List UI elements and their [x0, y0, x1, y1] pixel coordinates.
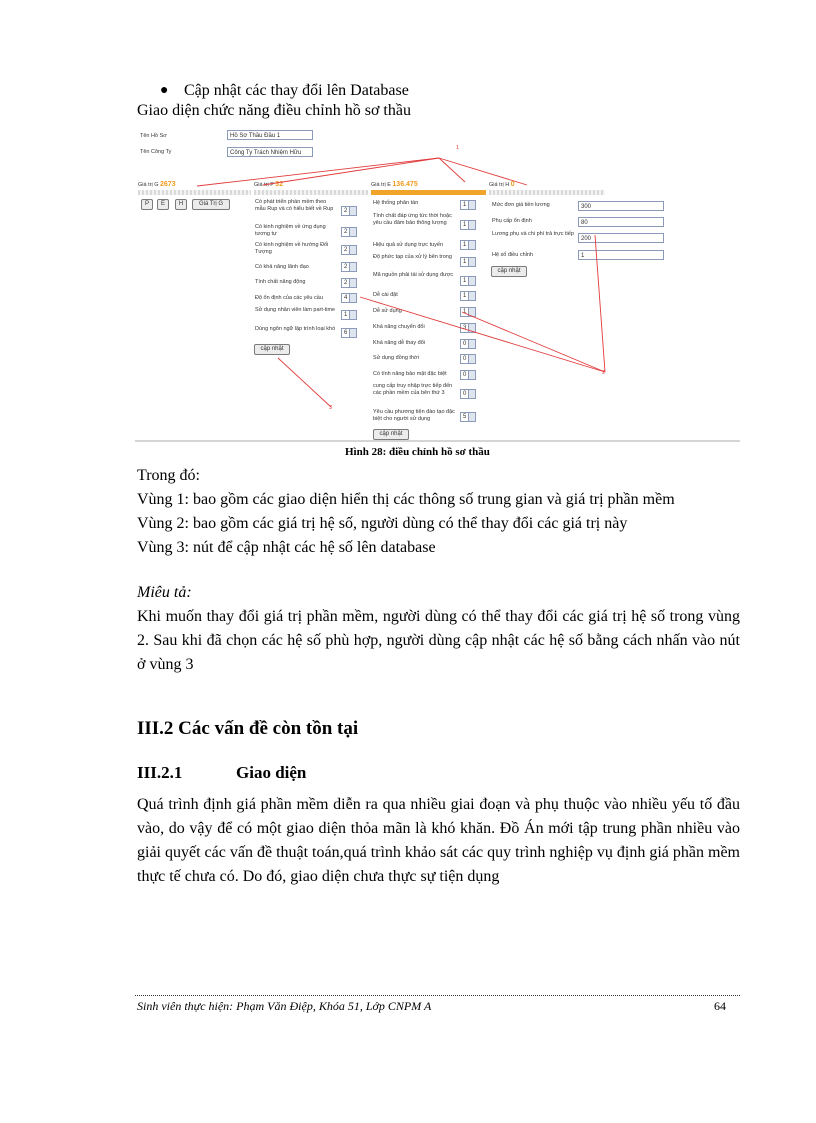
- zone3-line: [278, 358, 331, 407]
- zone2-line-c: [360, 297, 605, 372]
- e-factor-label: cung cấp truy nhập trực tiếp đến các phần mềm của bên thứ 3: [373, 383, 453, 396]
- p-factor-label: Độ ổn định của các yêu cầu: [255, 295, 323, 301]
- vung-1: Vùng 1: bao gồm các giao diện hiển thị các thông số trung gian và giá trị phần mềm: [137, 491, 675, 508]
- h-factor-label: Phụ cấp ổn định: [492, 218, 532, 224]
- subsection-body: Quá trình định giá phần mềm diễn ra qua nhiều giai đoạn và phụ thuộc vào nhiều yếu tố đầu vào, do vậy để có một giao diện thỏa mãn là khó khăn. Đồ Án mới tập trung phần nhiều vào giải quyết các vấn đề thuật toán,quá trình khảo sát các quy trình nghiệp vụ định giá phần mềm thực tế chưa có. Do đó, giao diện chưa thực sự tiện dụng: [137, 796, 740, 885]
- h-factor-input[interactable]: 1: [578, 250, 664, 260]
- e-factor-label: Khả năng dễ thay đổi: [373, 340, 425, 346]
- p-update-button[interactable]: cập nhật: [254, 344, 290, 355]
- h-factor-label: Hệ số điều chỉnh: [492, 252, 533, 258]
- p-factor-select[interactable]: 2: [341, 245, 357, 255]
- mieu-ta-heading: Miêu tả:: [137, 584, 192, 601]
- p-button[interactable]: P: [141, 199, 153, 210]
- gia-tri-e-label: Giá trị E: [371, 182, 391, 188]
- bullet-text: Cập nhật các thay đổi lên Database: [184, 82, 409, 99]
- footer-rule: [135, 995, 740, 996]
- p-factor-select[interactable]: 2: [341, 227, 357, 237]
- h-update-button[interactable]: cập nhật: [491, 266, 527, 277]
- h-factor-label: Lương phụ và chi phí trả trực tiếp: [492, 231, 574, 237]
- e-factor-label: Dễ cài đặt: [373, 292, 398, 298]
- p-factor-select[interactable]: 1: [341, 310, 357, 320]
- zone3-marker: 3: [329, 405, 333, 411]
- subsection-title: Giao diện: [236, 763, 307, 782]
- p-factor-select[interactable]: 2: [341, 278, 357, 288]
- footer-text: Sinh viên thực hiện: Phạm Văn Điệp, Khóa 51, Lớp CNPM A: [137, 999, 432, 1013]
- e-factor-select[interactable]: 0: [460, 389, 476, 399]
- p-factor-label: Có phát triển phần mềm theo mẫu Rup và có hiểu biết về Rup: [255, 199, 334, 212]
- e-factor-label: Sử dụng đồng thời: [373, 355, 419, 361]
- e-factor-select[interactable]: 1: [460, 307, 476, 317]
- e-factor-label: Hệ thống phân tán: [373, 200, 419, 206]
- e-factor-select[interactable]: 5: [460, 412, 476, 422]
- e-factor-label: Mã nguồn phải tái sử dụng được: [373, 272, 454, 278]
- e-update-button[interactable]: cập nhật: [373, 429, 409, 440]
- ho-so-label: Tên Hồ Sơ: [140, 133, 167, 139]
- page-number: 64: [714, 999, 726, 1013]
- zone1-line-g: [197, 158, 439, 186]
- zone1-line-h: [439, 158, 527, 185]
- figure-screenshot: [135, 125, 740, 445]
- e-factor-label: Hiệu quả sử dụng trực tuyến: [373, 242, 444, 248]
- gia-tri-h-value: 0: [510, 181, 515, 188]
- zone2-line-a: [595, 235, 605, 372]
- p-factor-label: Có kinh nghiệm về ứng dụng tương tự: [255, 224, 326, 237]
- vung-3: Vùng 3: nút để cập nhật các hệ số lên database: [137, 539, 436, 556]
- e-factor-select[interactable]: 1: [460, 220, 476, 230]
- p-factor-label: Có khả năng lãnh đạo: [255, 264, 309, 270]
- cong-ty-label: Tên Công Ty: [140, 149, 172, 155]
- ho-so-input[interactable]: Hồ Sơ Thầu Đầu 1: [227, 130, 313, 140]
- p-factor-select[interactable]: 6: [341, 328, 357, 338]
- p-factor-label: Có kinh nghiệm về hướng Đối Tượng: [255, 242, 329, 255]
- e-factor-select[interactable]: 0: [460, 370, 476, 380]
- e-factor-label: Dễ sử dụng: [373, 308, 402, 314]
- e-factor-label: Yêu cầu phương tiện đào tạo đặc biệt cho người sử dụng: [373, 409, 455, 422]
- intro-line: Giao diện chức năng điều chỉnh hồ sơ thầu: [137, 102, 411, 119]
- gia-tri-g-value: 2673: [160, 181, 176, 188]
- zone1-line-p: [263, 158, 439, 185]
- e-factor-select[interactable]: 0: [460, 354, 476, 364]
- p-factor-select[interactable]: 2: [341, 206, 357, 216]
- subsection-number: III.2.1: [137, 763, 183, 782]
- e-factor-label: Tính chất đáp ứng tức thời hoặc yêu cầu đảm bảo thông lượng: [373, 213, 452, 226]
- e-button[interactable]: E: [157, 199, 169, 210]
- cong-ty-input[interactable]: Công Ty Trách Nhiệm Hữu: [227, 147, 313, 157]
- e-factor-label: Có tính năng bảo mật đặc biệt: [373, 371, 447, 377]
- gia-tri-g-label: Giá trị G: [138, 182, 159, 188]
- section-title: III.2 Các vấn đề còn tồn tại: [137, 718, 359, 739]
- p-factor-select[interactable]: 2: [341, 262, 357, 272]
- p-factor-label: Dùng ngôn ngữ lập trình loại khó: [255, 326, 336, 332]
- annotation-arrows: [135, 125, 740, 445]
- e-factor-select[interactable]: 1: [460, 257, 476, 267]
- gia-tri-h-label: Giá trị H: [489, 182, 510, 188]
- zone1-marker: 1: [456, 145, 460, 151]
- figure-caption: Hình 28: điều chỉnh hồ sơ thầu: [345, 446, 490, 458]
- e-factor-label: Khả năng chuyển đổi: [373, 324, 425, 330]
- e-factor-select[interactable]: 1: [460, 200, 476, 210]
- h-button[interactable]: H: [175, 199, 187, 210]
- gia-tri-g-button[interactable]: Giá Trị G: [192, 199, 230, 210]
- h-factor-input[interactable]: 80: [578, 217, 664, 227]
- zone2-line-b: [462, 312, 605, 372]
- e-factor-select[interactable]: 3: [460, 323, 476, 333]
- e-factor-label: Độ phức tạp của xử lý bên trong: [373, 254, 452, 260]
- gia-tri-p-label: Giá trị P: [254, 182, 274, 188]
- bullet-icon: ●: [160, 83, 169, 98]
- trong-do: Trong đó:: [137, 467, 200, 484]
- e-factor-select[interactable]: 1: [460, 240, 476, 250]
- p-factor-label: Sử dụng nhân viên làm part-time: [255, 307, 336, 313]
- e-factor-select[interactable]: 1: [460, 276, 476, 286]
- vung-2: Vùng 2: bao gồm các giá trị hệ số, người dùng có thể thay đổi các giá trị này: [137, 515, 628, 532]
- h-factor-label: Mức đơn giá tiền lương: [492, 202, 550, 208]
- e-factor-select[interactable]: 0: [460, 339, 476, 349]
- mieu-ta-body: Khi muốn thay đổi giá trị phần mềm, người dùng có thể thay đổi các giá trị hệ số trong vùng 2. Sau khi đã chọn các hệ số phù hợp, người dùng cập nhật các hệ số bằng cách nhấn vào nút ở vùng 3: [137, 608, 740, 673]
- e-factor-select[interactable]: 1: [460, 291, 476, 301]
- gia-tri-e-value: 136.475: [392, 181, 418, 188]
- gia-tri-p-value: 32: [275, 181, 284, 188]
- p-factor-label: Tính chất năng động: [255, 279, 306, 285]
- zone2-marker: 2: [602, 370, 606, 376]
- h-factor-input[interactable]: 300: [578, 201, 664, 211]
- h-factor-input[interactable]: 200: [578, 233, 664, 243]
- p-factor-select[interactable]: 4: [341, 293, 357, 303]
